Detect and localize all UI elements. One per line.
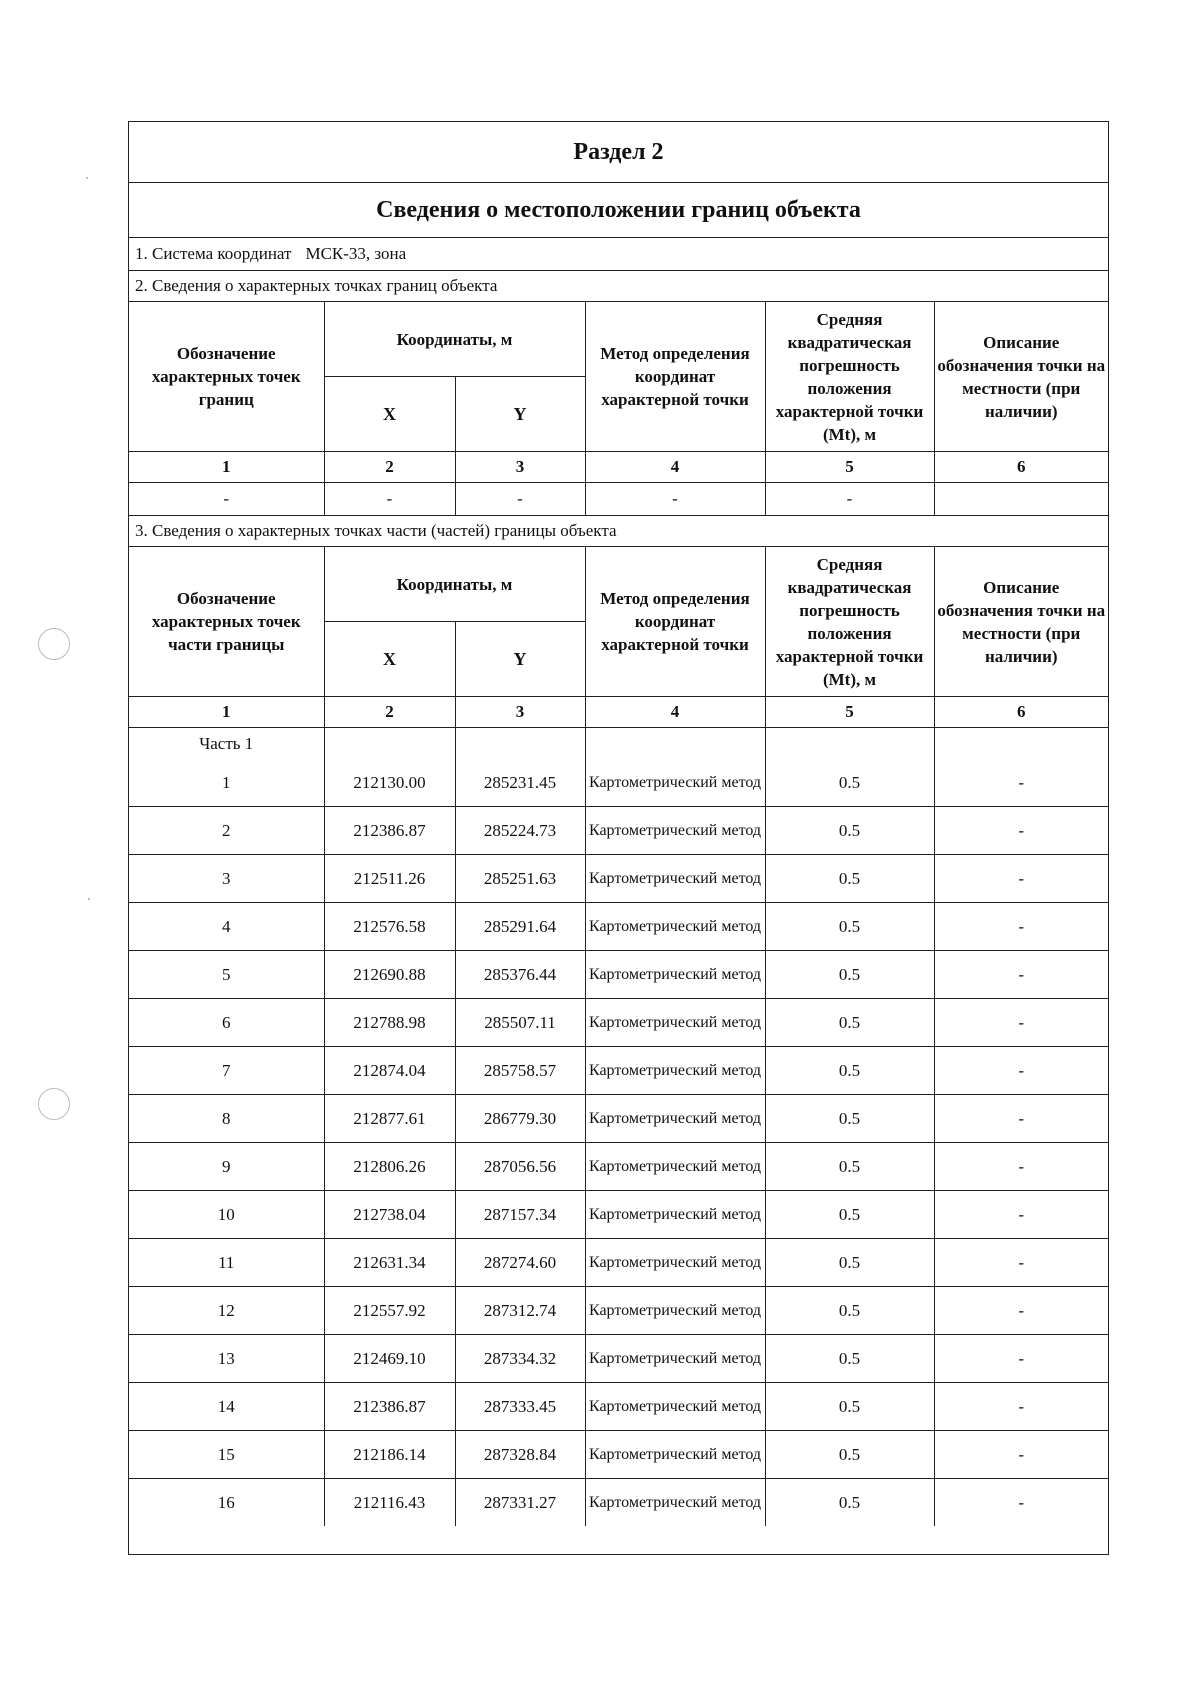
header-x: X [324,377,455,452]
header-coordinates: Координаты, м [324,547,585,622]
mean-error: 0.5 [765,1287,934,1335]
column-number: 3 [455,452,585,483]
header-y: Y [455,377,585,452]
mean-error: 0.5 [765,999,934,1047]
punch-hole-mark [38,1088,70,1120]
table-row [129,759,1108,807]
coord-x: 212511.26 [324,855,455,903]
description: - [934,1143,1108,1191]
coord-x: 212557.92 [324,1287,455,1335]
table-row [129,903,1108,951]
table-row [129,1383,1108,1431]
method: Картометрический метод [585,1095,765,1143]
column-number: 5 [765,452,934,483]
description: - [934,951,1108,999]
table-row [129,951,1108,999]
table-row [129,1095,1108,1143]
method: Картометрический метод [585,807,765,855]
column-number: 5 [765,697,934,728]
column-number-row [129,697,1108,728]
header-point-designation: Обозначение характерных точек части границы [129,547,324,697]
table-row [129,855,1108,903]
table-cell: - [455,483,585,516]
table-cell [129,1526,1108,1554]
table-cell: - [324,483,455,516]
coord-y: 287333.45 [455,1383,585,1431]
method: Картометрический метод [585,759,765,807]
table-cell: - [129,483,324,516]
coord-y: 287328.84 [455,1431,585,1479]
coordinate-system-value: МСК-33, зона [305,244,407,263]
table-cell [765,728,934,760]
column-number: 1 [129,452,324,483]
point-number: 14 [129,1383,324,1431]
point-number: 11 [129,1239,324,1287]
coord-x: 212186.14 [324,1431,455,1479]
point-number: 15 [129,1431,324,1479]
table-row [129,1191,1108,1239]
coordinate-system-line [129,238,1108,271]
description: - [934,999,1108,1047]
mean-error: 0.5 [765,1431,934,1479]
table-row [129,1335,1108,1383]
method: Картометрический метод [585,855,765,903]
point-number: 12 [129,1287,324,1335]
part-label: Часть 1 [129,728,324,760]
method: Картометрический метод [585,903,765,951]
table-cell [934,728,1108,760]
point-number: 4 [129,903,324,951]
point-number: 8 [129,1095,324,1143]
document-frame [128,121,1109,1555]
coord-y: 285758.57 [455,1047,585,1095]
column-number: 3 [455,697,585,728]
coord-y: 286779.30 [455,1095,585,1143]
description: - [934,1095,1108,1143]
point-number: 6 [129,999,324,1047]
method: Картометрический метод [585,1335,765,1383]
coordinate-system-label: 1. Система координат [135,244,292,263]
point-number: 16 [129,1479,324,1527]
table-row [129,1431,1108,1479]
description: - [934,759,1108,807]
coord-x: 212130.00 [324,759,455,807]
table-row [129,483,1108,516]
coord-y: 285507.11 [455,999,585,1047]
mean-error: 0.5 [765,1143,934,1191]
table-cell: - [765,483,934,516]
point-number: 1 [129,759,324,807]
column-number: 6 [934,697,1108,728]
mean-error: 0.5 [765,1335,934,1383]
header-mean-error: Средняя квадратическая погрешность положения характерной точки (Mt), м [765,302,934,452]
mean-error: 0.5 [765,1191,934,1239]
table-row [129,999,1108,1047]
boundary-points-heading: 2. Сведения о характерных точках границ объекта [129,271,1108,302]
method: Картометрический метод [585,999,765,1047]
column-number: 6 [934,452,1108,483]
coord-x: 212874.04 [324,1047,455,1095]
mean-error: 0.5 [765,1047,934,1095]
column-number: 2 [324,452,455,483]
table-cell: - [585,483,765,516]
part-label-row [129,728,1108,760]
coord-y: 287056.56 [455,1143,585,1191]
coord-y: 287334.32 [455,1335,585,1383]
description: - [934,807,1108,855]
section-title: Раздел 2 [129,122,1108,183]
header-method: Метод определения координат характерной точки [585,302,765,452]
coord-x: 212806.26 [324,1143,455,1191]
coord-y: 287312.74 [455,1287,585,1335]
description: - [934,1431,1108,1479]
method: Картометрический метод [585,1383,765,1431]
header-description: Описание обозначения точки на местности (при наличии) [934,302,1108,452]
method: Картометрический метод [585,1191,765,1239]
point-number: 10 [129,1191,324,1239]
description: - [934,1335,1108,1383]
header-description: Описание обозначения точки на местности (при наличии) [934,547,1108,697]
description: - [934,1191,1108,1239]
header-mean-error: Средняя квадратическая погрешность положения характерной точки (Mt), м [765,547,934,697]
scan-speck [88,898,90,900]
coord-x: 212690.88 [324,951,455,999]
header-x: X [324,622,455,697]
method: Картометрический метод [585,1047,765,1095]
table-row [129,1479,1108,1527]
mean-error: 0.5 [765,759,934,807]
table-row [129,807,1108,855]
mean-error: 0.5 [765,1383,934,1431]
coord-y: 287331.27 [455,1479,585,1527]
coord-x: 212469.10 [324,1335,455,1383]
coord-y: 285251.63 [455,855,585,903]
coord-x: 212386.87 [324,1383,455,1431]
table-cell [585,728,765,760]
coord-x: 212576.58 [324,903,455,951]
coord-y: 285291.64 [455,903,585,951]
mean-error: 0.5 [765,903,934,951]
point-number: 2 [129,807,324,855]
table-cell [934,483,1108,516]
coord-y: 287157.34 [455,1191,585,1239]
point-number: 7 [129,1047,324,1095]
description: - [934,1287,1108,1335]
table-cell [455,728,585,760]
header-method: Метод определения координат характерной точки [585,547,765,697]
point-number: 5 [129,951,324,999]
description: - [934,855,1108,903]
coord-y: 285224.73 [455,807,585,855]
description: - [934,1479,1108,1527]
coord-x: 212116.43 [324,1479,455,1527]
column-number: 2 [324,697,455,728]
column-number: 1 [129,697,324,728]
column-number: 4 [585,697,765,728]
method: Картометрический метод [585,1143,765,1191]
mean-error: 0.5 [765,951,934,999]
coord-y: 287274.60 [455,1239,585,1287]
point-number: 9 [129,1143,324,1191]
method: Картометрический метод [585,1431,765,1479]
description: - [934,903,1108,951]
mean-error: 0.5 [765,855,934,903]
table-row [129,1287,1108,1335]
point-number: 13 [129,1335,324,1383]
table-row [129,1143,1108,1191]
mean-error: 0.5 [765,807,934,855]
method: Картометрический метод [585,1479,765,1527]
coord-y: 285376.44 [455,951,585,999]
point-number: 3 [129,855,324,903]
method: Картометрический метод [585,1287,765,1335]
table-end-row [129,1526,1108,1554]
description: - [934,1047,1108,1095]
coord-x: 212386.87 [324,807,455,855]
coord-y: 285231.45 [455,759,585,807]
mean-error: 0.5 [765,1479,934,1527]
boundary-points-table [129,302,1108,516]
table-cell [324,728,455,760]
description: - [934,1239,1108,1287]
section-subtitle: Сведения о местоположении границ объекта [129,183,1108,238]
method: Картометрический метод [585,1239,765,1287]
column-number-row [129,452,1108,483]
part-points-heading: 3. Сведения о характерных точках части (частей) границы объекта [129,516,1108,547]
mean-error: 0.5 [765,1239,934,1287]
table-row [129,1239,1108,1287]
coord-x: 212788.98 [324,999,455,1047]
header-point-designation: Обозначение характерных точек границ [129,302,324,452]
table-row [129,1047,1108,1095]
part-rows [129,759,1108,1526]
coord-x: 212631.34 [324,1239,455,1287]
coord-x: 212877.61 [324,1095,455,1143]
coord-x: 212738.04 [324,1191,455,1239]
mean-error: 0.5 [765,1095,934,1143]
header-y: Y [455,622,585,697]
column-number: 4 [585,452,765,483]
description: - [934,1383,1108,1431]
punch-hole-mark [38,628,70,660]
part-points-table [129,547,1108,1554]
header-coordinates: Координаты, м [324,302,585,377]
method: Картометрический метод [585,951,765,999]
scan-speck [86,177,88,179]
